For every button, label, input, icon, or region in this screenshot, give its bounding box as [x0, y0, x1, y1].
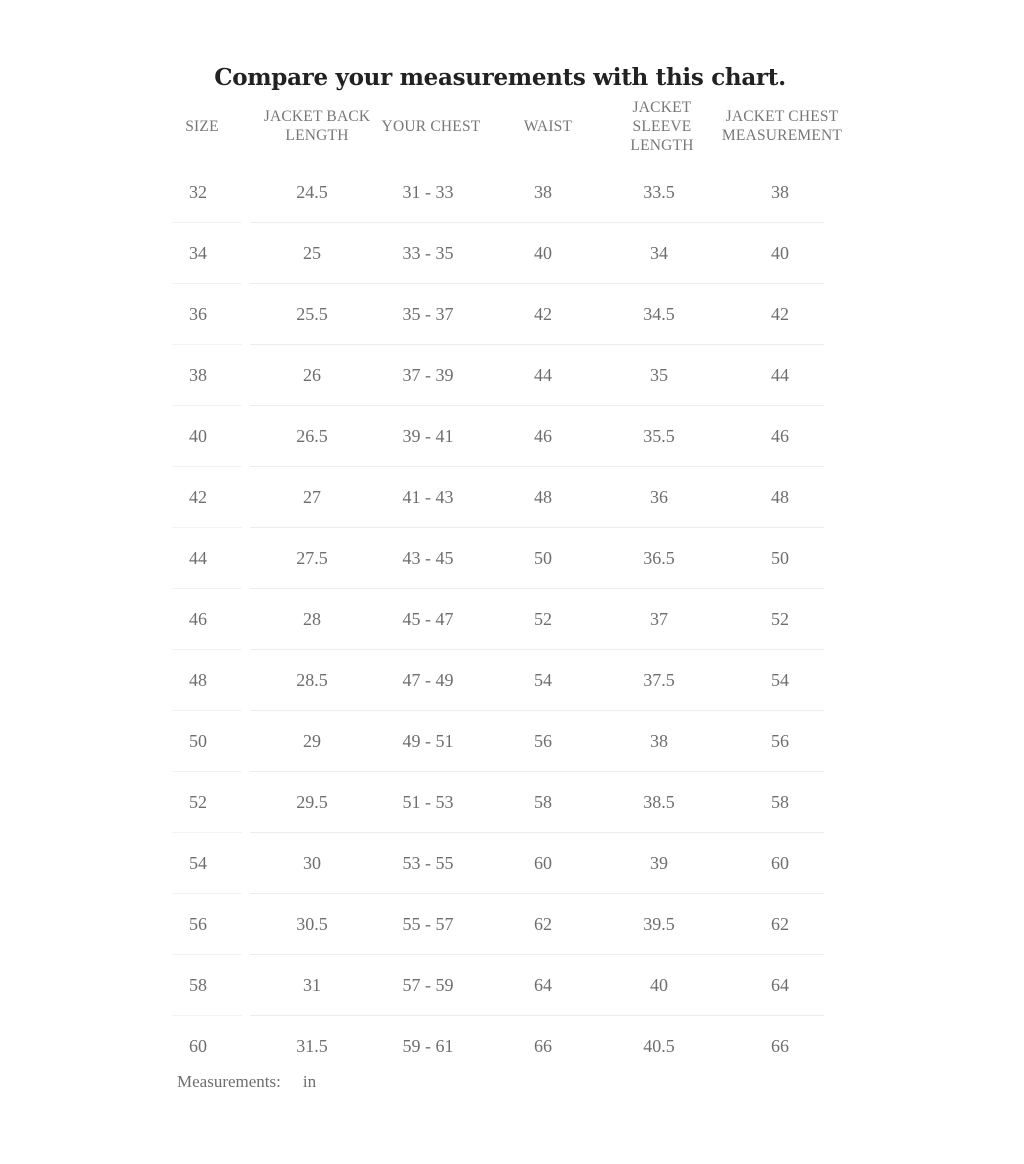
cell-sleeve: 40.5 — [643, 1036, 675, 1056]
cell-jchest: 52 — [771, 609, 789, 629]
cell-chest: 37 - 39 — [402, 365, 454, 385]
cell-size: 46 — [189, 609, 207, 629]
cell-back: 30 — [303, 853, 321, 873]
table-row — [0, 1016, 1024, 1077]
cell-waist: 56 — [534, 731, 552, 751]
cell-waist: 48 — [534, 487, 552, 507]
cell-size: 44 — [189, 548, 207, 568]
cell-size: 48 — [189, 670, 207, 690]
cell-waist: 60 — [534, 853, 552, 873]
header-chest-label: YOUR CHEST — [381, 117, 481, 135]
table-row — [0, 345, 1024, 406]
cell-back: 31.5 — [296, 1036, 328, 1056]
table-row — [0, 650, 1024, 711]
cell-size: 36 — [189, 304, 207, 324]
cell-back: 25.5 — [296, 304, 328, 324]
cell-jchest: 50 — [771, 548, 789, 568]
header-sleeve-line-2: SLEEVE — [632, 117, 692, 135]
measurement-label: Measurements: — [177, 1072, 281, 1091]
cell-waist: 42 — [534, 304, 552, 324]
table-row — [0, 894, 1024, 955]
cell-size: 60 — [189, 1036, 207, 1056]
cell-back: 31 — [303, 975, 321, 995]
cell-waist: 62 — [534, 914, 552, 934]
cell-jchest: 62 — [771, 914, 789, 934]
header-jchest-line-1: JACKET CHEST — [725, 108, 839, 125]
cell-chest: 47 - 49 — [402, 670, 454, 690]
cell-sleeve: 38.5 — [643, 792, 675, 812]
cell-size: 50 — [189, 731, 207, 751]
table-row — [0, 955, 1024, 1016]
cell-chest: 31 - 33 — [402, 182, 454, 202]
cell-jchest: 64 — [771, 975, 789, 995]
table-row — [0, 833, 1024, 894]
cell-jchest: 56 — [771, 731, 789, 751]
cell-sleeve: 38 — [650, 731, 668, 751]
cell-jchest: 48 — [771, 487, 789, 507]
cell-back: 27 — [303, 487, 321, 507]
cell-sleeve: 35.5 — [643, 426, 675, 446]
cell-jchest: 40 — [771, 243, 789, 263]
header-sleeve-line-1: JACKET — [632, 98, 692, 116]
cell-waist: 38 — [534, 182, 552, 202]
cell-chest: 39 - 41 — [402, 426, 454, 446]
cell-chest: 55 - 57 — [402, 914, 454, 934]
cell-size: 34 — [189, 243, 207, 263]
cell-jchest: 60 — [771, 853, 789, 873]
cell-chest: 59 - 61 — [402, 1036, 454, 1056]
cell-sleeve: 39.5 — [643, 914, 675, 934]
table-row — [0, 589, 1024, 650]
table-row — [0, 528, 1024, 589]
cell-size: 58 — [189, 975, 207, 995]
header-your-chest — [372, 98, 490, 154]
cell-chest: 49 - 51 — [402, 731, 454, 751]
measurement-unit: in — [302, 1072, 317, 1091]
header-jacket-chest-measurement — [712, 98, 852, 154]
cell-sleeve: 40 — [650, 975, 668, 995]
cell-waist: 58 — [534, 792, 552, 812]
cell-waist: 54 — [534, 670, 552, 690]
cell-waist: 46 — [534, 426, 552, 446]
cell-chest: 41 - 43 — [402, 487, 454, 507]
cell-chest: 57 - 59 — [402, 975, 454, 995]
cell-back: 24.5 — [296, 182, 328, 202]
cell-waist: 40 — [534, 243, 552, 263]
cell-back: 29 — [303, 731, 321, 751]
header-back-line-2: LENGTH — [285, 127, 349, 144]
cell-size: 56 — [189, 914, 207, 934]
header-jacket-sleeve-length — [616, 98, 708, 154]
cell-waist: 44 — [534, 365, 552, 385]
cell-back: 28.5 — [296, 670, 328, 690]
cell-chest: 43 - 45 — [402, 548, 454, 568]
cell-back: 30.5 — [296, 914, 328, 934]
cell-back: 25 — [303, 243, 321, 263]
cell-waist: 52 — [534, 609, 552, 629]
header-back-line-1: JACKET BACK — [263, 108, 371, 125]
cell-jchest: 54 — [771, 670, 789, 690]
header-sleeve-line-3: LENGTH — [630, 136, 694, 154]
cell-jchest: 44 — [771, 365, 789, 385]
cell-sleeve: 37.5 — [643, 670, 675, 690]
table-row — [0, 162, 1024, 223]
cell-back: 29.5 — [296, 792, 328, 812]
cell-back: 28 — [303, 609, 321, 629]
measurement-unit-note — [177, 1072, 316, 1092]
header-size — [170, 98, 234, 154]
cell-sleeve: 36 — [650, 487, 668, 507]
table-row — [0, 406, 1024, 467]
table-row — [0, 284, 1024, 345]
cell-jchest: 58 — [771, 792, 789, 812]
cell-chest: 53 - 55 — [402, 853, 454, 873]
cell-waist: 66 — [534, 1036, 552, 1056]
table-row — [0, 772, 1024, 833]
cell-chest: 45 - 47 — [402, 609, 454, 629]
cell-size: 40 — [189, 426, 207, 446]
table-row — [0, 711, 1024, 772]
cell-waist: 50 — [534, 548, 552, 568]
cell-sleeve: 34 — [650, 243, 668, 263]
cell-sleeve: 35 — [650, 365, 668, 385]
cell-jchest: 42 — [771, 304, 789, 324]
cell-jchest: 46 — [771, 426, 789, 446]
cell-sleeve: 36.5 — [643, 548, 675, 568]
cell-size: 52 — [189, 792, 207, 812]
cell-size: 32 — [189, 182, 207, 202]
cell-back: 27.5 — [296, 548, 328, 568]
cell-sleeve: 37 — [650, 609, 668, 629]
cell-jchest: 66 — [771, 1036, 789, 1056]
cell-sleeve: 34.5 — [643, 304, 675, 324]
table-row — [0, 467, 1024, 528]
header-waist — [506, 98, 590, 154]
cell-chest: 35 - 37 — [402, 304, 454, 324]
cell-sleeve: 33.5 — [643, 182, 675, 202]
cell-size: 54 — [189, 853, 207, 873]
cell-size: 38 — [189, 365, 207, 385]
cell-sleeve: 39 — [650, 853, 668, 873]
header-jacket-back-length — [258, 98, 376, 154]
cell-back: 26.5 — [296, 426, 328, 446]
cell-jchest: 38 — [771, 182, 789, 202]
header-size-label: SIZE — [185, 117, 219, 135]
cell-chest: 51 - 53 — [402, 792, 454, 812]
cell-waist: 64 — [534, 975, 552, 995]
cell-back: 26 — [303, 365, 321, 385]
table-row — [0, 223, 1024, 284]
header-jchest-line-2: MEASUREMENT — [721, 127, 843, 144]
page-title: Compare your measurements with this chart. — [214, 64, 786, 91]
header-waist-label: WAIST — [523, 117, 573, 135]
cell-size: 42 — [189, 487, 207, 507]
cell-chest: 33 - 35 — [402, 243, 454, 263]
